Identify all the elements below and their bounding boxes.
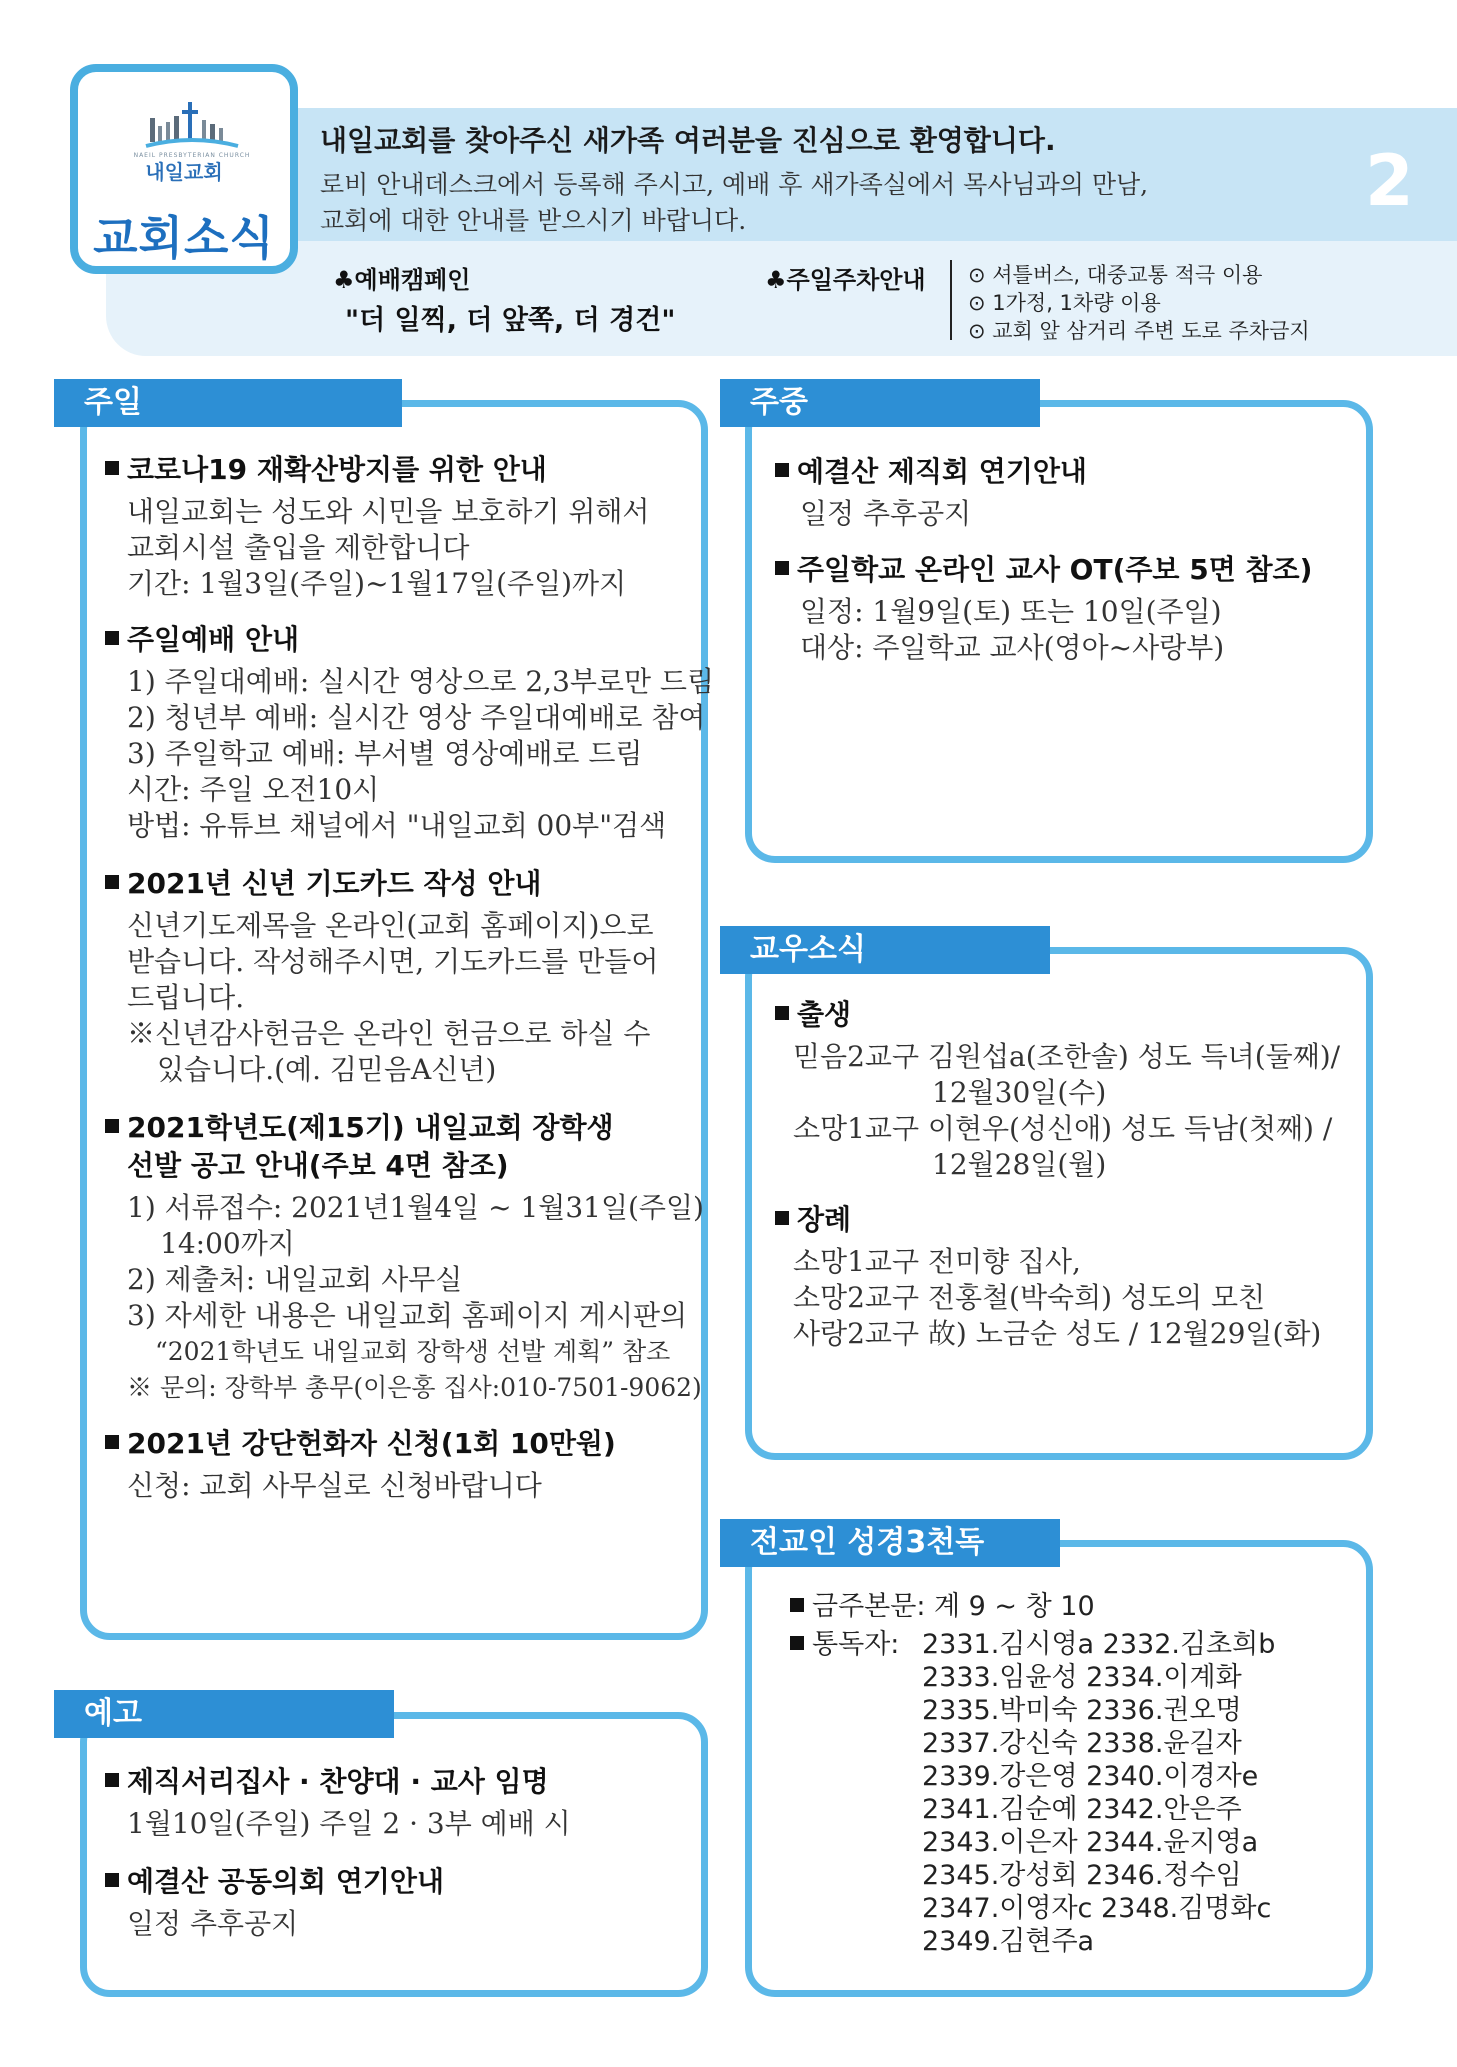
bible-reader-line: 2341.김순예 2342.안은주 xyxy=(922,1794,1242,1825)
sunday-item-line: 드립니다. xyxy=(127,981,245,1014)
sunday-item-title: 주일예배 안내 xyxy=(105,618,299,658)
notice-item-line: 일정 추후공지 xyxy=(127,1907,299,1940)
sunday-item-line: “2021학년도 내일교회 장학생 선발 계획” 참조 xyxy=(155,1337,671,1366)
church-logo-icon xyxy=(144,96,240,156)
sunday-item-line: 1) 주일대예배: 실시간 영상으로 2,3부로만 드림 xyxy=(127,665,715,698)
tab-sunday: 주일 xyxy=(54,379,402,427)
bible-passage: 금주본문: 계 9 ~ 창 10 xyxy=(790,1584,1095,1623)
bullet-icon xyxy=(105,1773,119,1787)
page-title: 교회소식 xyxy=(93,211,275,265)
tab-midweek: 주중 xyxy=(720,379,1040,427)
sunday-item-title: 2021년 강단헌화자 신청(1회 10만원) xyxy=(105,1422,616,1462)
welcome-line-1: 로비 안내데스크에서 등록해 주시고, 예배 후 새가족실에서 목사님과의 만남, xyxy=(320,170,1149,199)
midweek-item-title: 주일학교 온라인 교사 OT(주보 5면 참조) xyxy=(775,548,1312,588)
notice-box xyxy=(80,1712,708,1997)
bible-readers-label: 통독자: xyxy=(790,1622,899,1661)
sunday-item-line: 교회시설 출입을 제한합니다 xyxy=(127,531,470,564)
bible-reader-line: 2345.강성회 2346.정수임 xyxy=(922,1860,1242,1891)
bible-reader-line: 2335.박미숙 2336.권오명 xyxy=(922,1695,1242,1726)
sunday-item-line: 있습니다.(예. 김믿음A신년) xyxy=(157,1053,497,1086)
bullet-icon xyxy=(105,1119,119,1133)
members-item-title: 출생 xyxy=(775,993,851,1033)
bullet-icon xyxy=(775,463,789,477)
members-item-line: 12월30일(수) xyxy=(932,1076,1107,1109)
sunday-item-line: 1) 서류접수: 2021년1월4일 ~ 1월31일(주일) xyxy=(127,1191,704,1224)
bullet-icon xyxy=(105,461,119,475)
members-item-line: 사랑2교구 故) 노금순 성도 / 12월29일(화) xyxy=(793,1317,1322,1350)
members-item-line: 소망1교구 전미향 집사, xyxy=(793,1245,1081,1278)
members-item-line: 12월28일(월) xyxy=(932,1148,1107,1181)
members-item-line: 믿음2교구 김원섭a(조한솔) 성도 득녀(둘째)/ xyxy=(793,1040,1341,1073)
sunday-item-title: 코로나19 재확산방지를 위한 안내 xyxy=(105,448,547,488)
bullet-icon xyxy=(105,631,119,645)
sunday-item-title: 2021년 신년 기도카드 작성 안내 xyxy=(105,862,541,902)
page-number: 2 xyxy=(1365,140,1414,222)
parking-item: ⊙ 교회 앞 삼거리 주변 도로 주차금지 xyxy=(968,319,1310,343)
sunday-item-line: ※신년감사헌금은 온라인 헌금으로 하실 수 xyxy=(127,1017,651,1050)
sunday-item-line: 2) 제출처: 내일교회 사무실 xyxy=(127,1263,463,1296)
sunday-item-title-cont: 선발 공고 안내(주보 4면 참조) xyxy=(127,1149,509,1182)
sunday-item-line: 시간: 주일 오전10시 xyxy=(127,773,380,806)
notice-item-line: 1월10일(주일) 주일 2 · 3부 예배 시 xyxy=(127,1807,571,1840)
midweek-item-line: 일정: 1월9일(토) 또는 10일(주일) xyxy=(800,595,1222,628)
bible-reader-line: 2347.이영자c 2348.김명화c xyxy=(922,1893,1272,1924)
notice-item-title: 제직서리집사 · 찬양대 · 교사 임명 xyxy=(105,1760,549,1800)
sunday-item-line: 14:00까지 xyxy=(160,1227,295,1260)
bullet-icon xyxy=(105,1435,119,1449)
parking-item: ⊙ 1가정, 1차량 이용 xyxy=(968,291,1161,315)
logo-box xyxy=(70,64,298,274)
sunday-item-title: 2021학년도(제15기) 내일교회 장학생 xyxy=(105,1106,614,1146)
sunday-item-line: 3) 자세한 내용은 내일교회 홈페이지 게시판의 xyxy=(127,1299,688,1332)
bullet-icon xyxy=(105,1873,119,1887)
bible-reader-line: 2339.강은영 2340.이경자e xyxy=(922,1761,1259,1792)
sunday-item-line: 2) 청년부 예배: 실시간 영상 주일대예배로 참여 xyxy=(127,701,706,734)
sunday-item-line: 방법: 유튜브 채널에서 "내일교회 00부"검색 xyxy=(127,809,667,842)
campaign-slogan: "더 일찍, 더 앞쪽, 더 경건" xyxy=(345,305,676,336)
campaign-label: ♣예배캠페인 xyxy=(333,266,471,294)
tab-members: 교우소식 xyxy=(720,926,1050,974)
tab-bible-reading: 전교인 성경3천독 xyxy=(720,1519,1060,1567)
sunday-item-line: ※ 문의: 장학부 총무(이은홍 집사:010-7501-9062) xyxy=(127,1373,702,1402)
sunday-item-line: 신년기도제목을 온라인(교회 홈페이지)으로 xyxy=(127,909,654,942)
sunday-item-line: 받습니다. 작성해주시면, 기도카드를 만들어 xyxy=(127,945,659,978)
bullet-icon xyxy=(105,875,119,889)
members-item-line: 소망2교구 전홍철(박숙희) 성도의 모친 xyxy=(793,1281,1266,1314)
welcome-line-2: 교회에 대한 안내를 받으시기 바랍니다. xyxy=(320,206,747,235)
sunday-item-line: 3) 주일학교 예배: 부서별 영상예배로 드림 xyxy=(127,737,643,770)
bible-reader-line: 2331.김시영a 2332.김초희b xyxy=(922,1629,1276,1660)
sunday-item-line: 신청: 교회 사무실로 신청바랍니다 xyxy=(127,1469,542,1502)
bible-reader-line: 2343.이은자 2344.윤지영a xyxy=(922,1827,1259,1858)
bible-reader-line: 2333.임윤성 2334.이계화 xyxy=(922,1662,1242,1693)
midweek-item-line: 대상: 주일학교 교사(영아~사랑부) xyxy=(800,631,1225,664)
notice-item-title: 예결산 공동의회 연기안내 xyxy=(105,1860,444,1900)
sunday-item-line: 내일교회는 성도와 시민을 보호하기 위해서 xyxy=(127,495,650,528)
parking-label: ♣주일주차안내 xyxy=(765,266,926,294)
members-item-title: 장례 xyxy=(775,1198,851,1238)
sunday-item-line: 기간: 1월3일(주일)~1월17일(주일)까지 xyxy=(127,567,627,600)
tab-notice: 예고 xyxy=(54,1690,394,1738)
bible-reader-line: 2337.강신숙 2338.윤길자 xyxy=(922,1728,1242,1759)
bullet-icon xyxy=(790,1636,804,1650)
parking-item: ⊙ 셔틀버스, 대중교통 적극 이용 xyxy=(968,263,1263,287)
logo-subtext: NAEIL PRESBYTERIAN CHURCH xyxy=(133,152,251,159)
midweek-item-line: 일정 추후공지 xyxy=(800,497,972,530)
bullet-icon xyxy=(790,1598,804,1612)
bullet-icon xyxy=(775,1211,789,1225)
parking-divider xyxy=(950,260,952,340)
midweek-item-title: 예결산 제직회 연기안내 xyxy=(775,450,1087,490)
members-item-line: 소망1교구 이현우(성신애) 성도 득남(첫째) / xyxy=(793,1112,1333,1145)
bullet-icon xyxy=(775,561,789,575)
logo-name: 내일교회 xyxy=(145,160,223,184)
bible-reader-line: 2349.김현주a xyxy=(922,1926,1095,1957)
welcome-title: 내일교회를 찾아주신 새가족 여러분을 진심으로 환영합니다. xyxy=(320,124,1056,157)
bullet-icon xyxy=(775,1006,789,1020)
